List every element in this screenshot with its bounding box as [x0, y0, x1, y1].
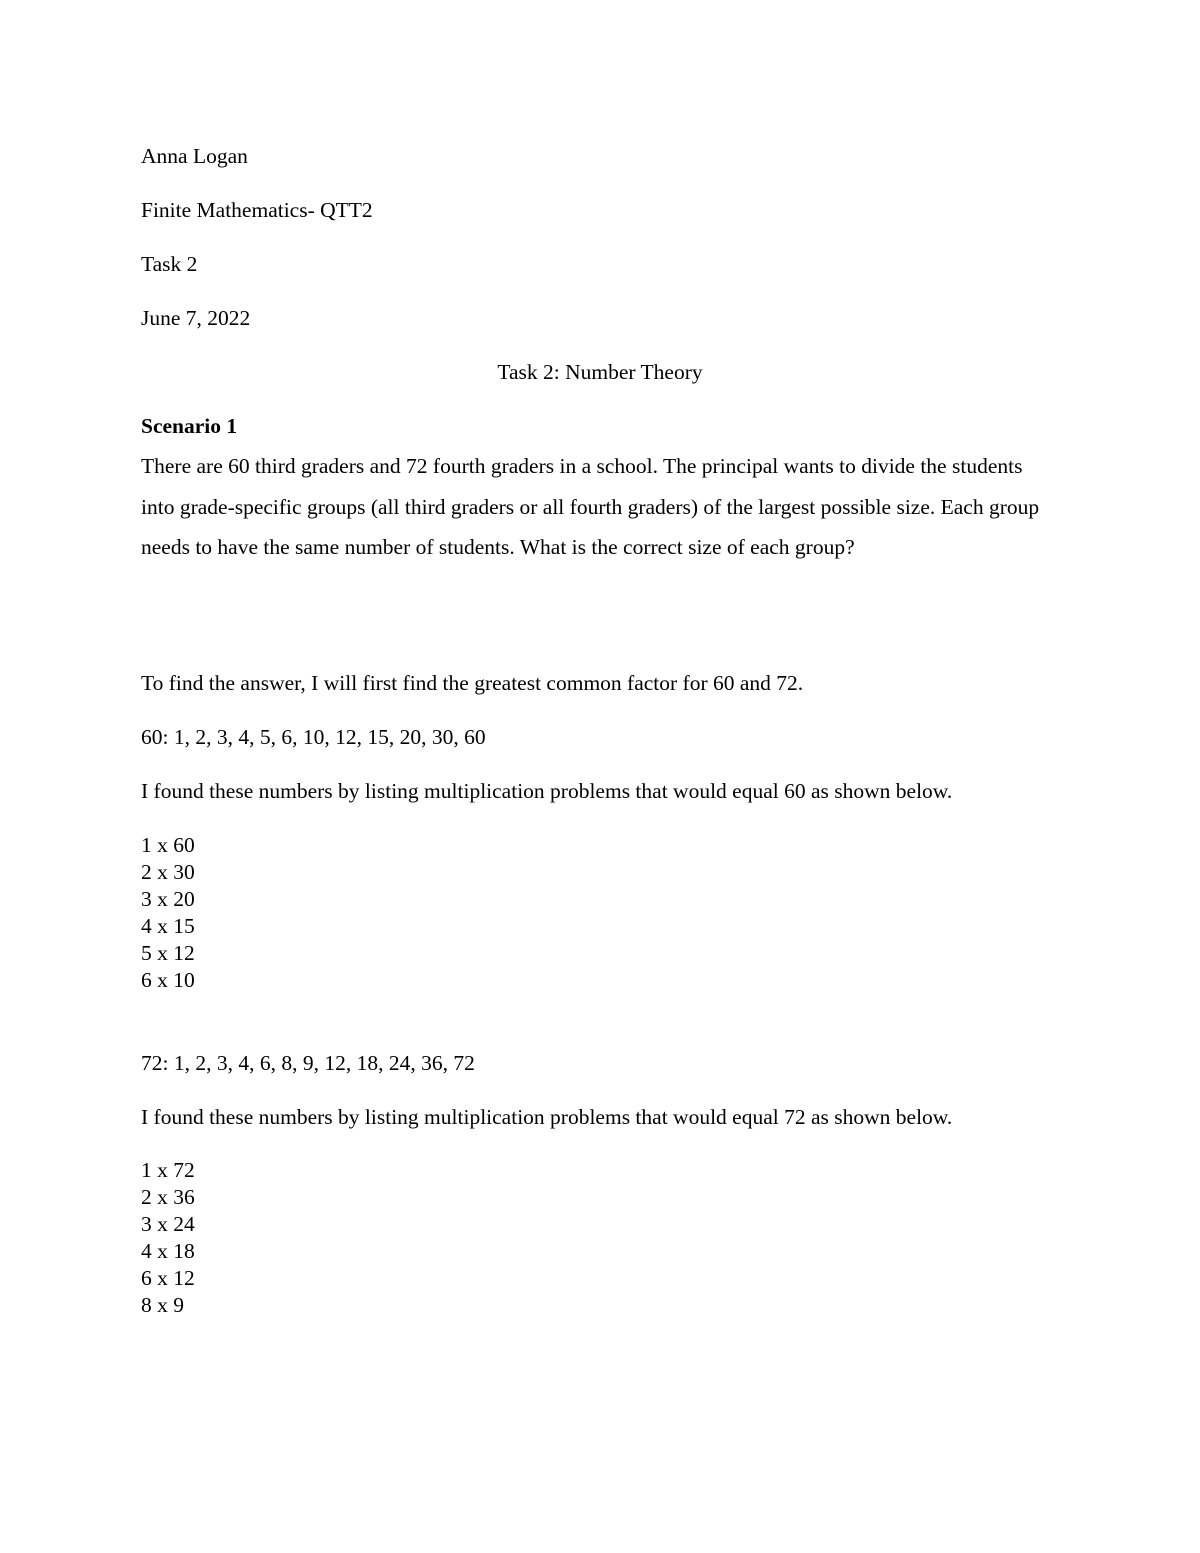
product-line: 2 x 36 [141, 1185, 195, 1209]
product-line: 1 x 60 [141, 833, 195, 857]
factors-72-list: 72: 1, 2, 3, 4, 6, 8, 9, 12, 18, 24, 36, 72 [141, 1051, 475, 1075]
product-line: 1 x 72 [141, 1158, 195, 1182]
scenario-question: There are 60 third graders and 72 fourth graders in a school. The principal wants to divide the students into grade-specific groups (all third graders or all fourth graders) of the largest possible size. Each group needs to have the same number of students. What is the correct size of each group? [141, 454, 1040, 559]
product-line: 2 x 30 [141, 860, 195, 884]
product-line: 3 x 24 [141, 1212, 195, 1236]
task-label: Task 2 [141, 252, 198, 276]
document-title: Task 2: Number Theory [497, 360, 703, 384]
product-line: 4 x 15 [141, 914, 195, 938]
factors-60-products [141, 832, 195, 994]
factors-72-products [141, 1157, 195, 1319]
factors-72-explanation: I found these numbers by listing multiplication problems that would equal 72 as shown below. [141, 1105, 953, 1129]
course-name: Finite Mathematics- QTT2 [141, 198, 373, 222]
date: June 7, 2022 [141, 306, 251, 330]
intro-paragraph: To find the answer, I will first find the greatest common factor for 60 and 72. [141, 671, 804, 695]
product-line: 6 x 12 [141, 1266, 195, 1290]
author-name: Anna Logan [141, 144, 248, 168]
factors-60-explanation: I found these numbers by listing multiplication problems that would equal 60 as shown below. [141, 779, 953, 803]
product-line: 4 x 18 [141, 1239, 195, 1263]
product-line: 5 x 12 [141, 941, 195, 965]
factors-60-list: 60: 1, 2, 3, 4, 5, 6, 10, 12, 15, 20, 30, 60 [141, 725, 486, 749]
product-line: 6 x 10 [141, 968, 195, 992]
product-line: 3 x 20 [141, 887, 195, 911]
scenario-heading: Scenario 1 [141, 414, 238, 438]
product-line: 8 x 9 [141, 1293, 184, 1317]
